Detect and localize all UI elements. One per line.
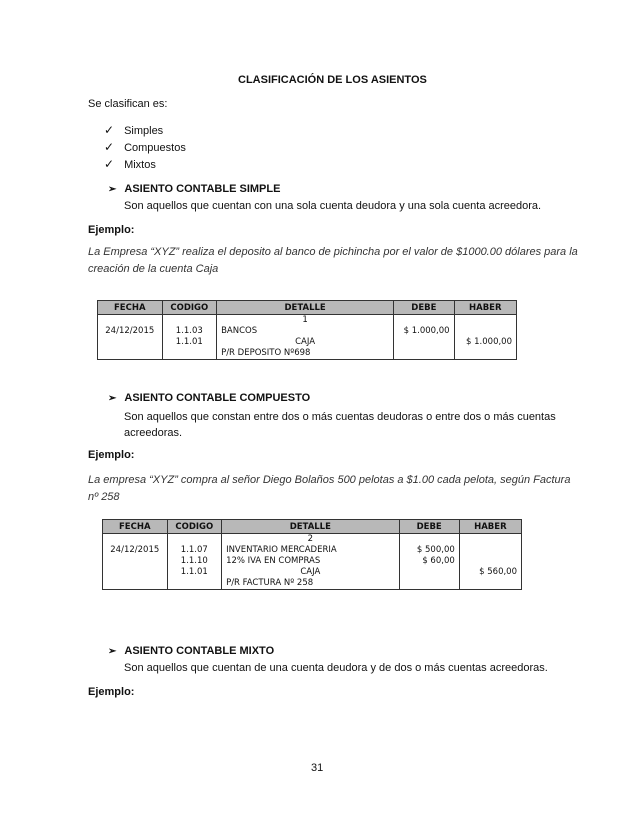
journal-table-compuesto bbox=[102, 519, 522, 590]
simple-heading: ➢ ASIENTO CONTABLE SIMPLE bbox=[108, 183, 281, 195]
simple-example-label: Ejemplo: bbox=[88, 224, 135, 236]
page-title: CLASIFICACIÓN DE LOS ASIENTOS bbox=[238, 74, 427, 86]
intro-text: Se clasifican es: bbox=[88, 98, 168, 110]
col-detalle: DETALLE bbox=[222, 520, 399, 534]
simple-description: Son aquellos que cuentan con una sola cuenta deudora y una sola cuenta acreedora. bbox=[124, 200, 542, 212]
list-item: ✓ Mixtos bbox=[104, 157, 156, 171]
list-item: ✓ Simples bbox=[104, 123, 164, 137]
col-detalle: DETALLE bbox=[217, 301, 394, 315]
col-haber: HABER bbox=[454, 301, 516, 315]
col-fecha: FECHA bbox=[103, 520, 168, 534]
mixto-description: Son aquellos que cuentan de una cuenta deudora y de dos o más cuentas acreedoras. bbox=[124, 662, 548, 674]
arrow-bullet-icon: ➢ bbox=[108, 646, 117, 657]
types-list bbox=[104, 122, 186, 173]
mixto-heading: ➢ ASIENTO CONTABLE MIXTO bbox=[108, 645, 275, 657]
col-debe: DEBE bbox=[399, 520, 459, 534]
compuesto-example-label: Ejemplo: bbox=[88, 449, 135, 461]
compuesto-description: Son aquellos que constan entre dos o más cuentas deudoras o entre dos o más cuentas acreedoras. bbox=[124, 411, 556, 439]
date-cell: 24/12/2015 bbox=[105, 326, 155, 336]
col-codigo: CODIGO bbox=[167, 520, 222, 534]
col-debe: DEBE bbox=[394, 301, 454, 315]
arrow-bullet-icon: ➢ bbox=[108, 184, 117, 195]
col-codigo: CODIGO bbox=[162, 301, 217, 315]
arrow-bullet-icon: ➢ bbox=[108, 393, 117, 404]
date-cell: 24/12/2015 bbox=[110, 545, 160, 555]
compuesto-example-text: La empresa “XYZ” compra al señor Diego Bolaños 500 pelotas a $1.00 cada pelota, según Factura nº 258 bbox=[88, 474, 571, 503]
table-row: 24/12/2015 1.1.07 1.1.10 1.1.01 2 INVENTARIO MERCADERIA 12% IVA EN COMPRAS CAJA P/R FACTURA Nº 258 $ 500,00 $ 60,00 $ 560,00 bbox=[103, 534, 522, 590]
page-number: 31 bbox=[311, 762, 324, 774]
checkmark-icon: ✓ bbox=[104, 123, 115, 137]
checkmark-icon: ✓ bbox=[104, 140, 115, 154]
entry-number: 1 bbox=[302, 315, 308, 325]
col-haber: HABER bbox=[459, 520, 521, 534]
journal-table-simple bbox=[97, 300, 517, 360]
col-fecha: FECHA bbox=[98, 301, 163, 315]
list-item: ✓ Compuestos bbox=[104, 140, 186, 154]
mixto-example-label: Ejemplo: bbox=[88, 686, 135, 698]
entry-number: 2 bbox=[307, 534, 314, 544]
table-row: 24/12/2015 1.1.03 1.1.01 1 BANCOS CAJA P/R DEPOSITO Nº698 $ 1.000,00 $ 1.000,00 bbox=[98, 315, 517, 360]
compuesto-heading: ➢ ASIENTO CONTABLE COMPUESTO bbox=[108, 392, 311, 404]
simple-example-text: La Empresa “XYZ” realiza el deposito al banco de pichincha por el valor de $1000.00 dólares para la creación de la cuenta Caja bbox=[88, 246, 578, 275]
checkmark-icon: ✓ bbox=[104, 157, 115, 171]
